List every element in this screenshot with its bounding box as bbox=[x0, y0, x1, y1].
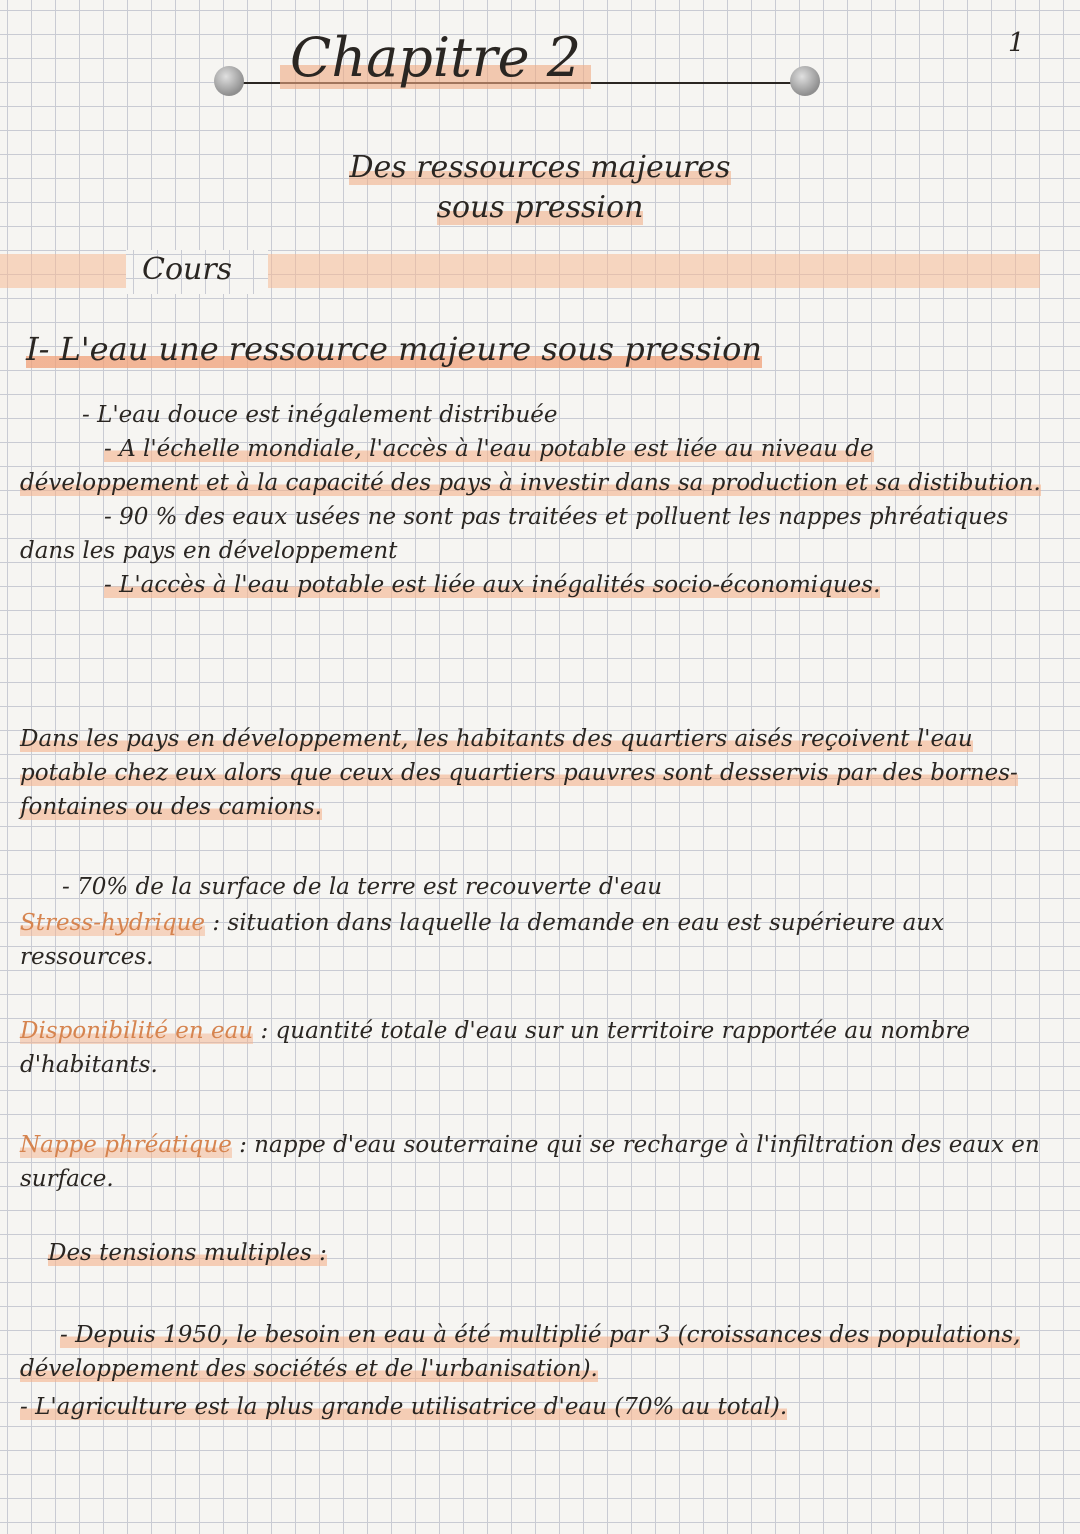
chapter-title-block bbox=[200, 26, 840, 106]
list-item: - 90 % des eaux usées ne sont pas traitées et polluent les nappes phréatiques dans les pays en développement bbox=[20, 504, 1009, 564]
list-item: - Depuis 1950, le besoin en eau à été multiplié par 3 (croissances des populations, développement des sociétés et de l'urbanisation). bbox=[20, 1322, 1021, 1382]
subtitle-line-1: Des ressources majeures bbox=[349, 150, 731, 185]
bullet-list bbox=[20, 398, 1050, 602]
cours-label: Cours bbox=[142, 252, 233, 287]
definition-text: : quantité totale d'eau sur un territoire rapportée au nombre d'habitants. bbox=[20, 1018, 971, 1078]
list-item: - L'eau douce est inégalement distribuée bbox=[82, 402, 558, 428]
definition-text: : nappe d'eau souterraine qui se recharge à l'infiltration des eaux en surface. bbox=[20, 1132, 1040, 1192]
tensions-heading: Des tensions multiples : bbox=[48, 1240, 327, 1266]
definition-term: Stress-hydrique bbox=[20, 910, 206, 936]
definition-stress-hydrique bbox=[20, 906, 1050, 974]
list-item: - L'accès à l'eau potable est liée aux inégalités socio-économiques. bbox=[104, 572, 881, 598]
pin-icon bbox=[214, 66, 244, 96]
definition-term: Disponibilité en eau bbox=[20, 1018, 254, 1044]
list-item: - L'agriculture est la plus grande utilisatrice d'eau (70% au total). bbox=[20, 1394, 788, 1420]
tensions-list bbox=[20, 1318, 1050, 1424]
definition-text: : situation dans laquelle la demande en eau est supérieure aux ressources. bbox=[20, 910, 945, 970]
list-item: - A l'échelle mondiale, l'accès à l'eau potable est liée au niveau de développement et à la capacité des pays à investir dans sa production et sa distibution. bbox=[20, 436, 1041, 496]
pin-icon bbox=[790, 66, 820, 96]
definition-nappe-phreatique bbox=[20, 1128, 1050, 1196]
subtitle-line-2: sous pression bbox=[436, 190, 644, 225]
paragraph: Dans les pays en développement, les habitants des quartiers aisés reçoivent l'eau potable chez eux alors que ceux des quartiers pauvres sont desservis par des bornes-fontaines ou des camions. bbox=[20, 726, 1018, 820]
section-title: I- L'eau une ressource majeure sous pression bbox=[26, 330, 762, 368]
chapter-title: Chapitre 2 bbox=[280, 26, 591, 89]
definition-disponibilite bbox=[20, 1014, 1050, 1082]
fact-70: - 70% de la surface de la terre est recouverte d'eau bbox=[62, 874, 663, 900]
page-number: 1 bbox=[1008, 28, 1025, 58]
definition-term: Nappe phréatique bbox=[20, 1132, 232, 1158]
